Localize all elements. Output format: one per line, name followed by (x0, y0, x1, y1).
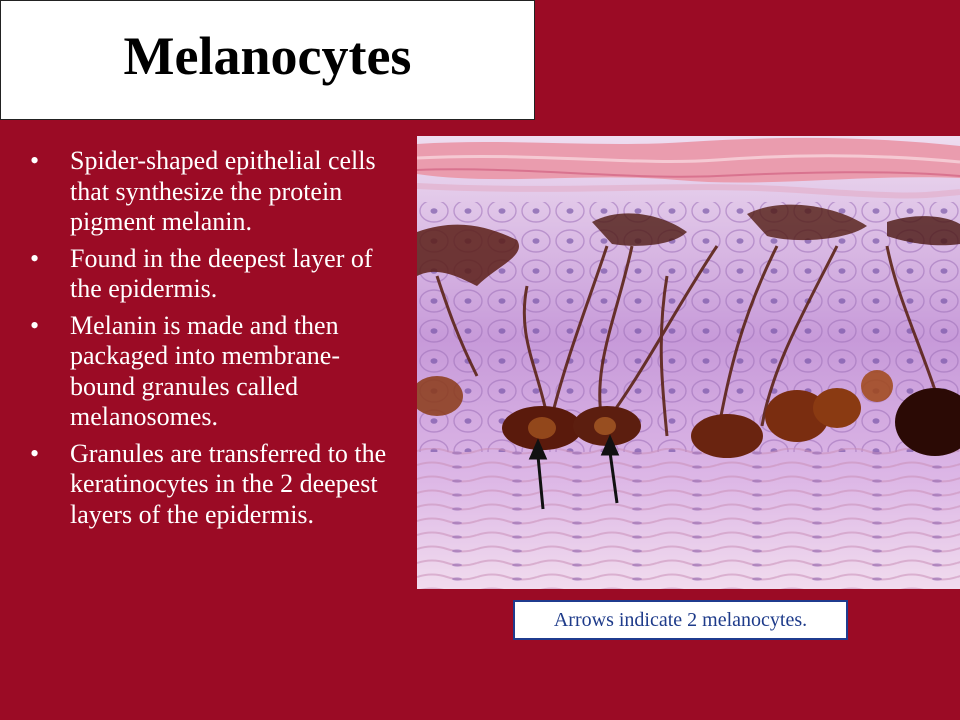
caption-text: Arrows indicate 2 melanocytes. (553, 608, 808, 631)
bullet-marker: • (30, 310, 40, 340)
bullet-marker: • (30, 243, 40, 273)
bullet-list (30, 146, 390, 536)
bullet-text: Spider-shaped epithelial cells that synthesize the protein pigment melanin. (70, 146, 376, 236)
bullet-text: Melanin is made and then packaged into membrane-bound granules called melanosomes. (70, 310, 340, 431)
micrograph-illustration (417, 136, 960, 589)
caption-box (513, 600, 848, 640)
bullet-item (30, 439, 390, 531)
bullet-text: Found in the deepest layer of the epidermis. (70, 243, 373, 303)
micrograph-image (417, 136, 960, 589)
title-box (0, 0, 535, 120)
bullet-item (30, 146, 390, 238)
slide-title: Melanocytes (123, 26, 412, 86)
bullet-marker: • (30, 146, 40, 175)
bullet-text: Granules are transferred to the keratinocytes in the 2 deepest layers of the epidermis. (70, 438, 387, 529)
bullet-marker: • (30, 438, 40, 468)
bullet-item (30, 311, 390, 433)
bullet-item (30, 244, 390, 305)
